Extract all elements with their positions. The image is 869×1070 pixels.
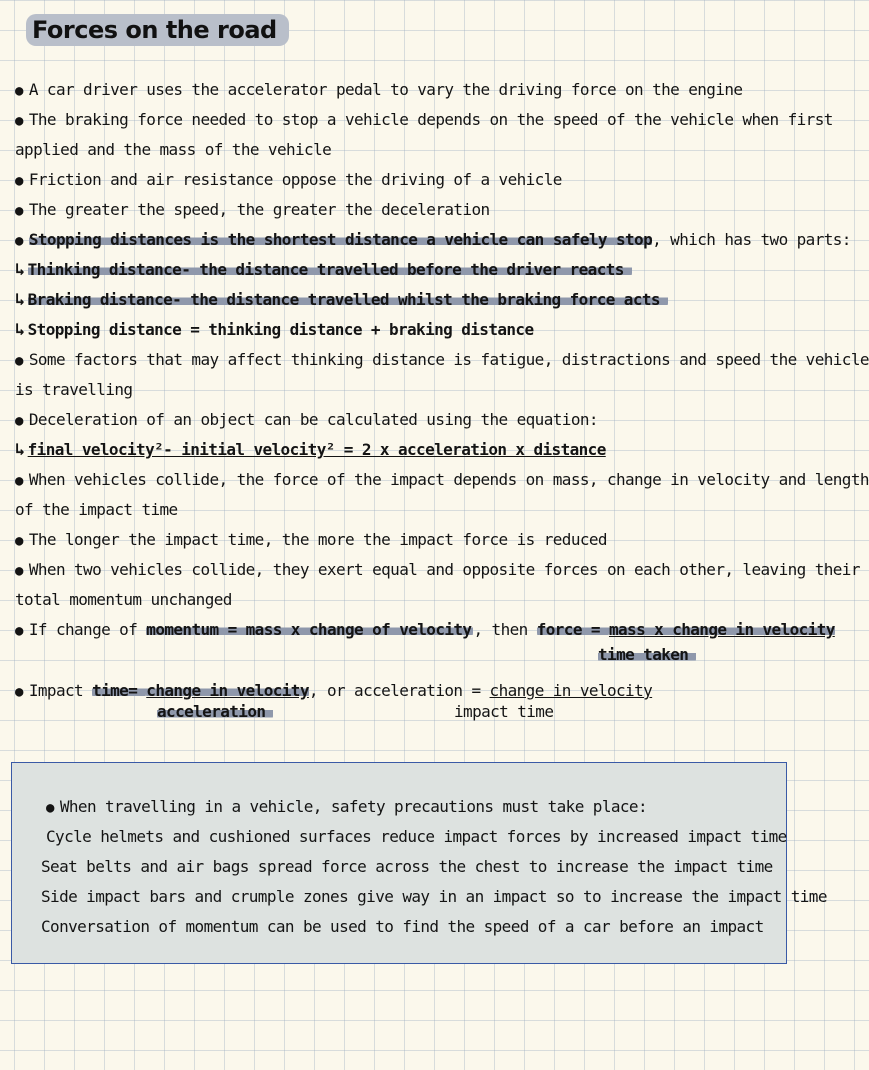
- bullet-icon: ●: [15, 473, 23, 489]
- bullet-icon: ●: [15, 353, 23, 369]
- bullet-icon: ●: [46, 800, 54, 816]
- note-line: ● When two vehicles collide, they exert equal and opposite forces on each other, leaving their: [15, 560, 860, 579]
- fraction-denominator: acceleration: [157, 702, 273, 722]
- note-line: is travelling: [15, 380, 133, 399]
- bullet-icon: ●: [15, 173, 23, 189]
- note-line: ● Friction and air resistance oppose the driving of a vehicle: [15, 170, 562, 189]
- bullet-icon: ●: [15, 113, 23, 129]
- note-line: ● The greater the speed, the greater the deceleration: [15, 200, 490, 219]
- note-line: [15, 289, 668, 311]
- highlighted-text: Braking distance- the distance travelled whilst the braking force acts: [28, 290, 668, 309]
- note-line: ● Stopping distances is the shortest distance a vehicle can safely stop, which has two parts:: [15, 230, 851, 249]
- note-line: [15, 259, 632, 281]
- note-line: total momentum unchanged: [15, 590, 232, 609]
- highlighted-text: force =: [536, 620, 609, 639]
- bullet-icon: ●: [15, 413, 23, 429]
- note-line: [15, 439, 606, 461]
- arrow-icon: ↳: [15, 290, 25, 310]
- bullet-icon: ●: [15, 83, 23, 99]
- note-line: ↳ Stopping distance = thinking distance + braking distance: [15, 320, 534, 340]
- fraction-numerator: change in velocity: [146, 681, 309, 700]
- fraction-numerator: mass x change in velocity: [608, 620, 835, 639]
- box-line: Conversation of momentum can be used to find the speed of a car before an impact: [41, 917, 764, 936]
- note-line: ● A car driver uses the accelerator pedal to vary the driving force on the engine: [15, 80, 743, 99]
- box-line: Cycle helmets and cushioned surfaces reduce impact forces by increased impact time: [46, 827, 787, 846]
- box-line: ● When travelling in a vehicle, safety precautions must take place:: [46, 797, 647, 816]
- bullet-icon: ●: [15, 233, 23, 249]
- arrow-icon: ↳: [15, 260, 25, 280]
- note-line: ● Impact time= change in velocity, or acceleration = change in velocity: [15, 681, 653, 700]
- note-line: applied and the mass of the vehicle: [15, 140, 332, 159]
- bullet-icon: ●: [15, 203, 23, 219]
- arrow-icon: ↳: [15, 440, 25, 460]
- equation-text: final velocity²- initial velocity² = 2 x acceleration x distance: [27, 440, 606, 459]
- box-line: Seat belts and air bags spread force across the chest to increase the impact time: [41, 857, 773, 876]
- highlighted-text: time=: [92, 681, 147, 700]
- arrow-icon: ↳: [15, 320, 25, 340]
- page-title: Forces on the road: [26, 14, 289, 46]
- bullet-icon: ●: [15, 623, 23, 639]
- note-line: ● Deceleration of an object can be calculated using the equation:: [15, 410, 598, 429]
- bullet-icon: ●: [15, 533, 23, 549]
- fraction-numerator: change in velocity: [489, 681, 653, 700]
- bullet-icon: ●: [15, 563, 23, 579]
- fraction-denominator: time taken: [598, 645, 696, 665]
- safety-box: [11, 762, 827, 964]
- note-line: ● The braking force needed to stop a vehicle depends on the speed of the vehicle when first: [15, 110, 833, 129]
- note-line: of the impact time: [15, 500, 178, 519]
- box-line: Side impact bars and crumple zones give way in an impact so to increase the impact time: [41, 887, 827, 906]
- highlighted-text: Stopping distances is the shortest distance a vehicle can safely stop: [28, 230, 653, 249]
- fraction-denominator: impact time: [454, 702, 554, 721]
- bullet-icon: ●: [15, 684, 23, 700]
- highlighted-text: momentum = mass x change of velocity: [146, 620, 472, 639]
- note-line: ● If change of momentum = mass x change of velocity , then force = mass x change in velocity: [15, 620, 835, 639]
- highlighted-text: Thinking distance- the distance travelled before the driver reacts: [28, 260, 632, 279]
- note-line: ● Some factors that may affect thinking distance is fatigue, distractions and speed the vehicle: [15, 350, 869, 369]
- note-line: ● When vehicles collide, the force of the impact depends on mass, change in velocity and length: [15, 470, 869, 489]
- note-line: ● The longer the impact time, the more the impact force is reduced: [15, 530, 607, 549]
